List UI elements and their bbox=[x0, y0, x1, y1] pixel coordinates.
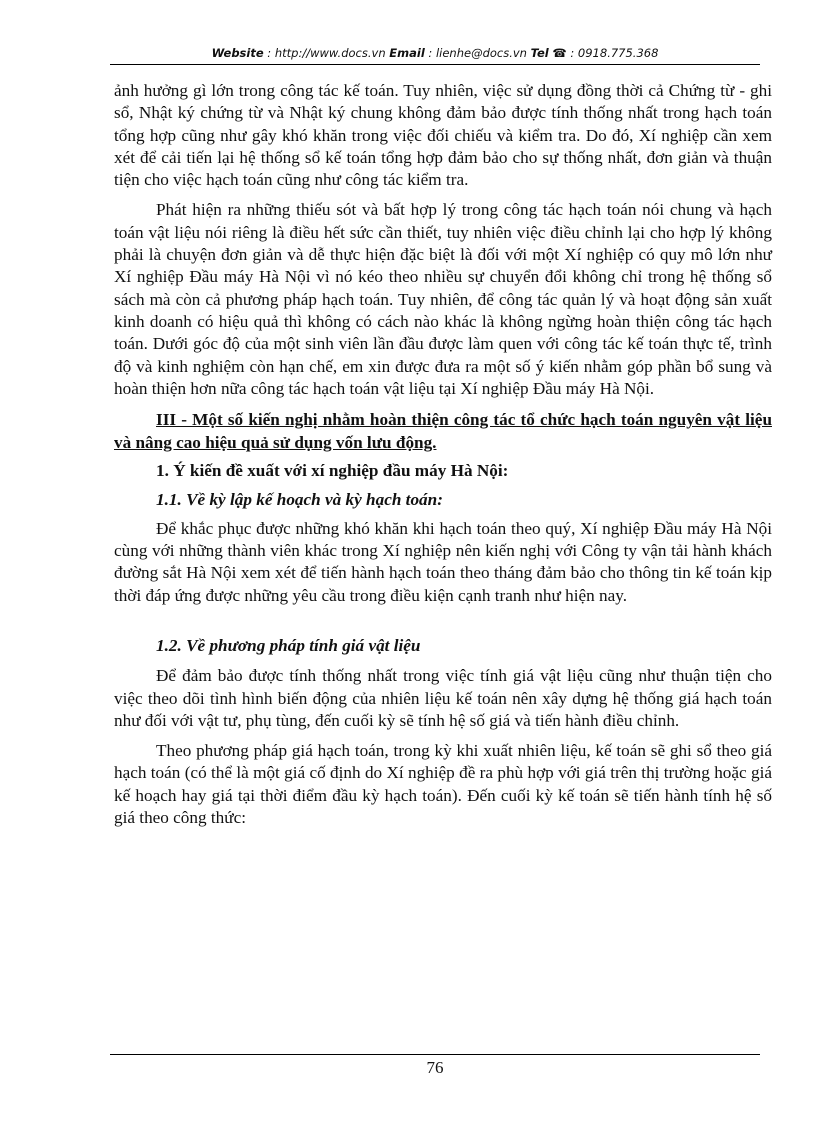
website-separator: : bbox=[263, 46, 275, 60]
tel-value: 0918.775.368 bbox=[577, 46, 659, 60]
paragraph-2: Phát hiện ra những thiếu sót và bất hợp lý trong công tác hạch toán nói chung và hạch toán vật liệu nói riêng là điều hết sức cần thiết, tuy nhiên việc điều chỉnh lại cho hợp lý không phải là chuyện đơn giản và dễ thực hiện đặc biệt là đối với một Xí nghiệp có quy mô lớn như Xí nghiệp Đầu máy Hà Nội vì nó kéo theo nhiều sự chuyển đổi không chỉ trong hệ thống sổ sách mà còn cả phương pháp hạch toán. Tuy nhiên, để công tác quản lý và hoạt động sản xuất kinh doanh có hiệu quả thì không có cách nào khác là không ngừng hoàn thiện công tác hạch toán. Dưới góc độ của một sinh viên lần đầu được làm quen với công tác kế toán thực tế, trình độ và kinh nghiệm còn hạn chế, em xin được đưa ra một số ý kiến nhằm góp phần bổ sung và hoàn thiện hơn nữa công tác hạch toán vật liệu tại Xí nghiệp Đầu máy Hà Nội. bbox=[114, 200, 772, 398]
phone-icon: ☎ bbox=[552, 46, 567, 60]
paragraph-3: Để khắc phục được những khó khăn khi hạch toán theo quý, Xí nghiệp Đầu máy Hà Nội cùng với những thành viên khác trong Xí nghiệp nên kiến nghị với Công ty vận tải hành khách đường sắt Hà Nội xem xét để tiến hành hạch toán theo tháng đảm bảo cho thông tin kế toán kịp thời đáp ứng được những yêu cầu trong điều kiện cạnh tranh như hiện nay. bbox=[114, 518, 772, 605]
page-number: 76 bbox=[426, 1058, 444, 1077]
footer-divider bbox=[110, 1054, 760, 1055]
subsection-1-1-heading: 1.1. Về kỳ lập kế hoạch và kỳ hạch toán: bbox=[156, 490, 443, 510]
tel-separator: : bbox=[566, 46, 578, 60]
website-url: http://www.docs.vn bbox=[274, 46, 386, 60]
paragraph-4: Để đảm bảo được tính thống nhất trong việc tính giá vật liệu cũng như thuận tiện cho việc theo dõi tình hình biến động của nhiên liệu kế toán nên xây dựng hệ thống giá hạch toán như đối với vật tư, phụ tùng, đến cuối kỳ sẽ tính hệ số giá và tiến hành điều chỉnh. bbox=[114, 666, 772, 730]
subsection-1-2-heading: 1.2. Về phương pháp tính giá vật liệu bbox=[156, 635, 421, 655]
paragraph-5: Theo phương pháp giá hạch toán, trong kỳ khi xuất nhiên liệu, kế toán sẽ ghi sổ theo giá hạch toán (có thể là một giá cố định do Xí nghiệp đề ra phù hợp với giá trên thị trường hoặc giá kế hoạch hay giá tại thời điểm đầu kỳ hạch toán). Đến cuối kỳ kế toán sẽ tiến hành tính hệ số giá theo công thức: bbox=[114, 741, 772, 828]
paragraph-1: ảnh hưởng gì lớn trong công tác kế toán. Tuy nhiên, việc sử dụng đồng thời cả Chứng từ - ghi sổ, Nhật ký chứng từ và Nhật ký chung không đảm bảo được tính thống nhất trong hạch toán tổng hợp cũng như gây khó khăn trong việc đối chiếu và kiểm tra. Do đó, Xí nghiệp cần xem xét để cải tiến lại hệ thống sổ kế toán tổng hợp đảm bảo cho sự thống nhất, đơn giản và thuận tiện cho việc hạch toán cũng như công tác kiểm tra. bbox=[114, 81, 772, 190]
subsection-1-heading: 1. Ý kiến đề xuất với xí nghiệp đầu máy Hà Nội: bbox=[156, 461, 509, 481]
header-divider bbox=[110, 64, 760, 65]
email-value: lienhe@docs.vn bbox=[435, 46, 527, 60]
website-label: Website bbox=[211, 46, 264, 60]
email-separator: : bbox=[424, 46, 436, 60]
document-body bbox=[114, 80, 772, 837]
section-title: III - Một số kiến nghị nhằm hoàn thiện công tác tổ chức hạch toán nguyên vật liệu và nâng cao hiệu quả sử dụng vốn lưu động. bbox=[114, 410, 772, 453]
tel-label: Tel bbox=[530, 46, 549, 60]
email-label: Email bbox=[389, 46, 425, 60]
page-header bbox=[110, 46, 760, 60]
